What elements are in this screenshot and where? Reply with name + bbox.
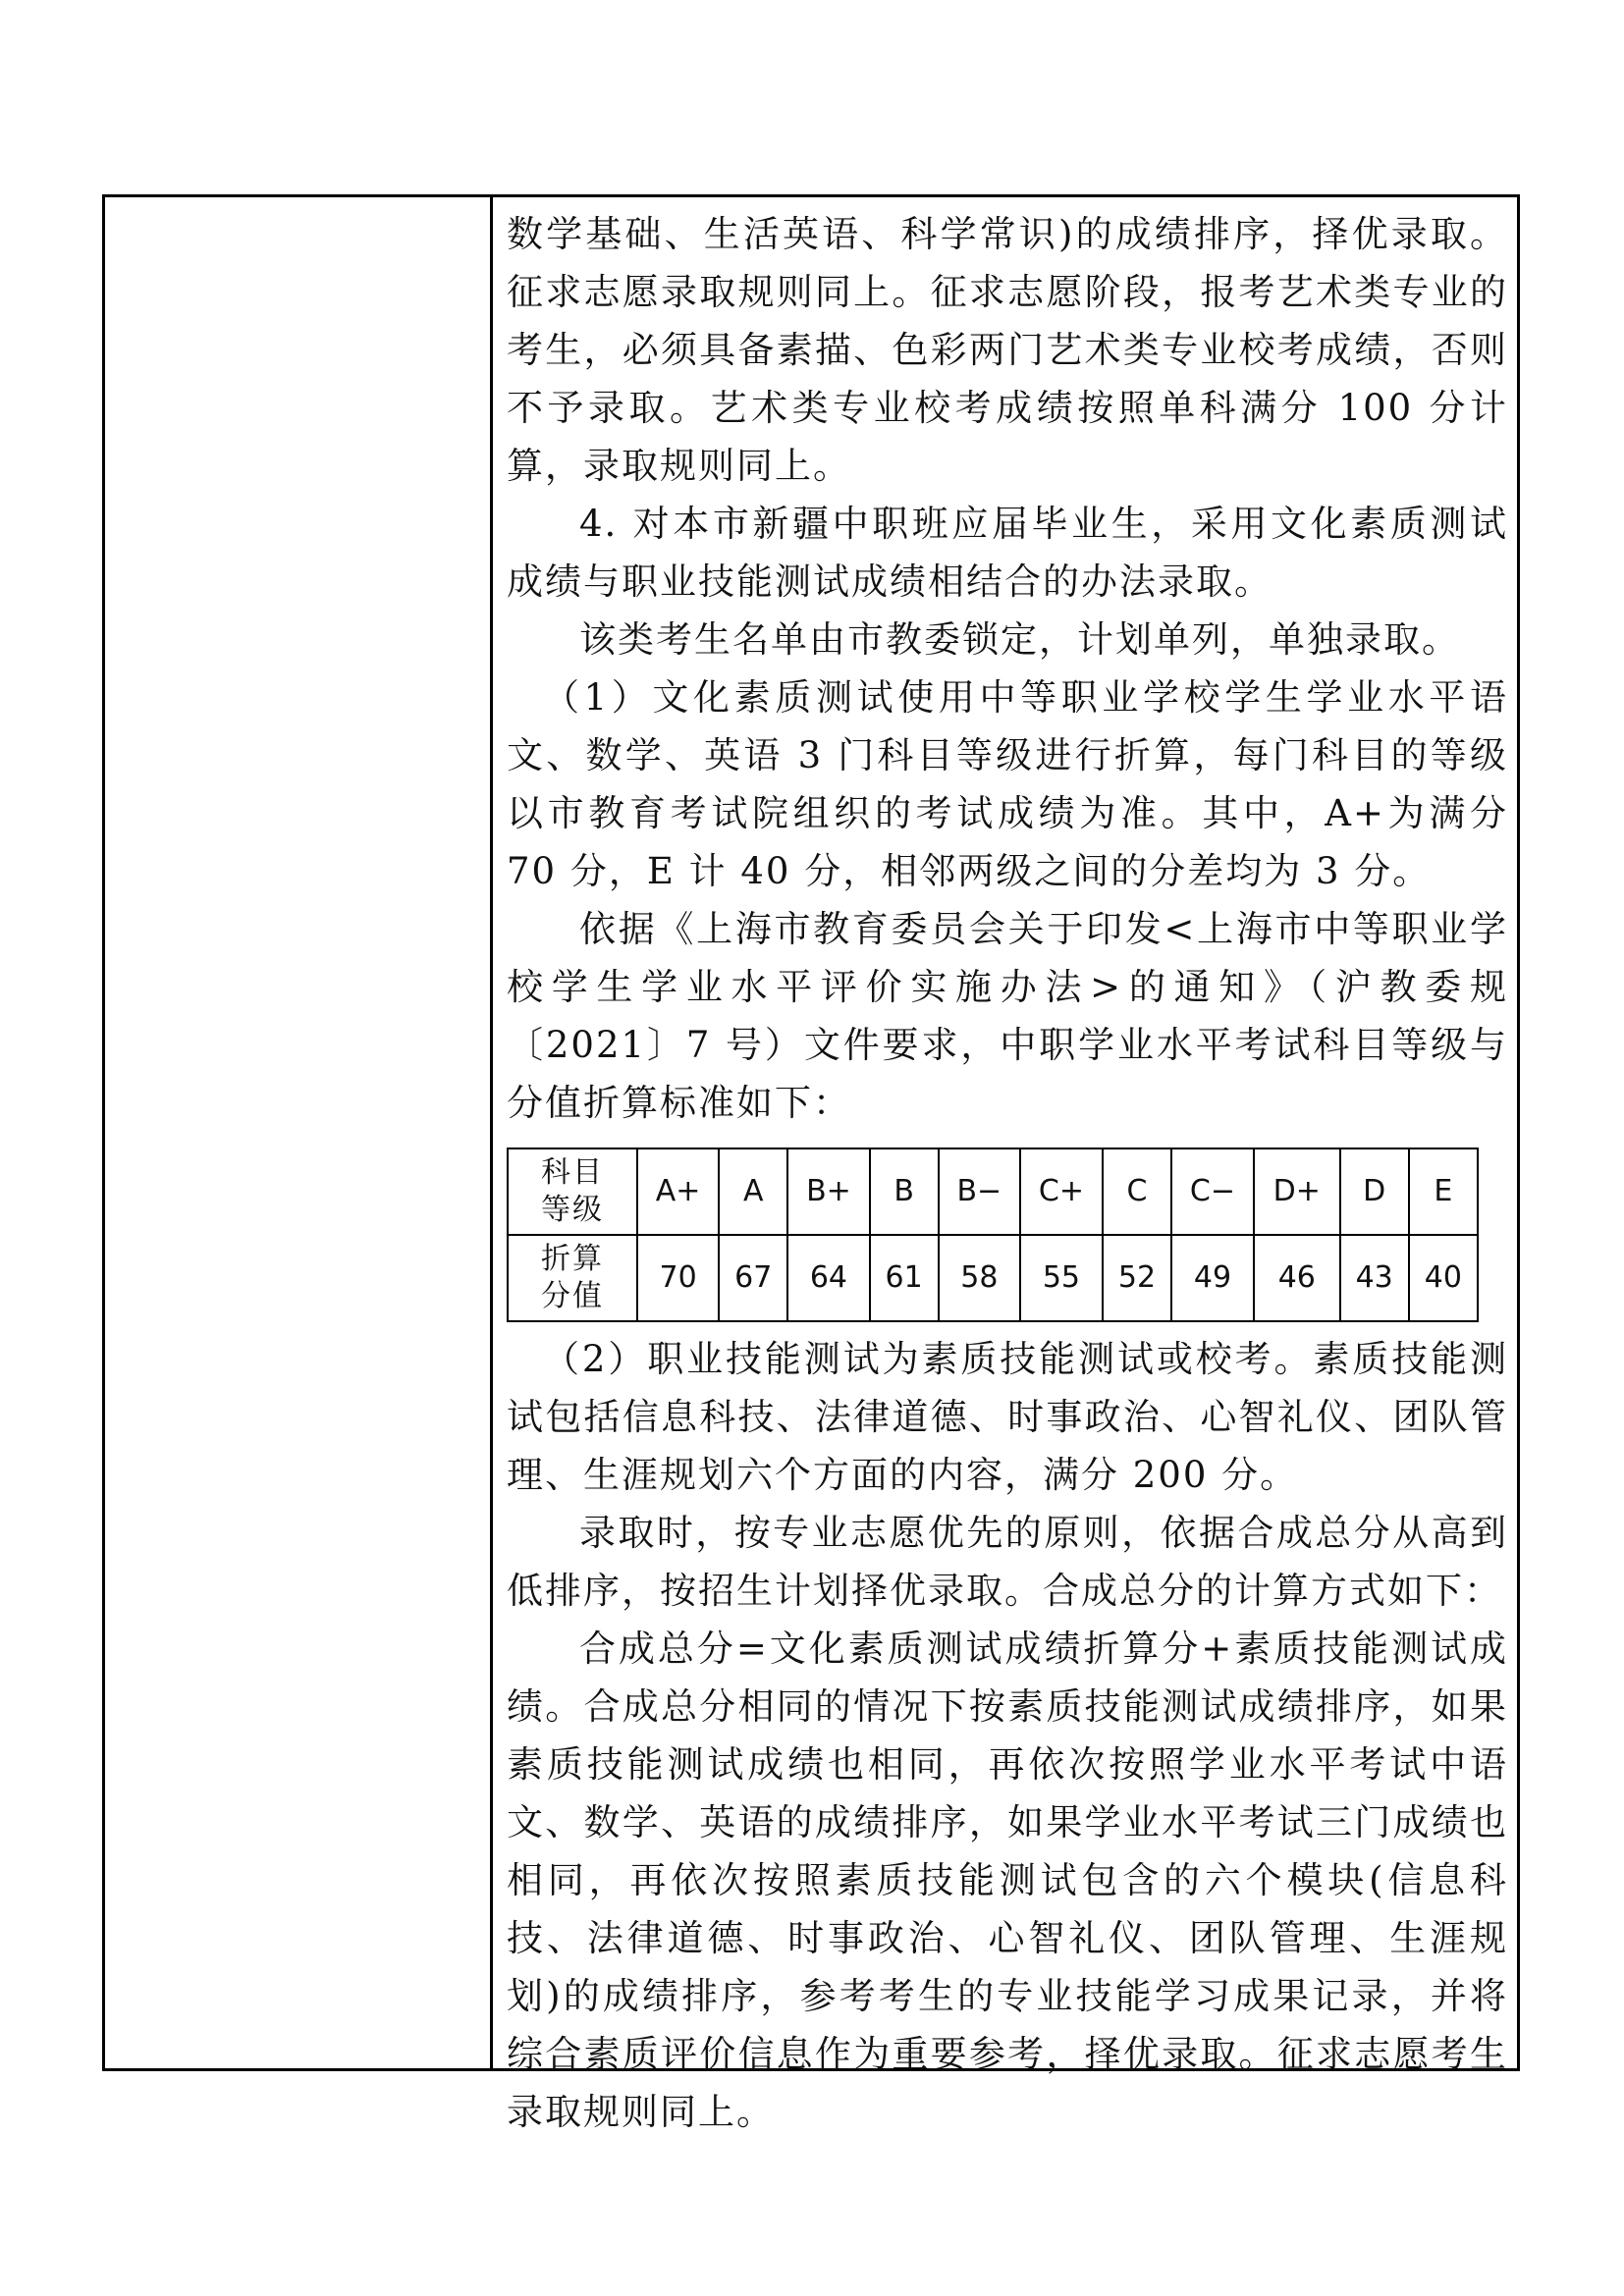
score-cell: 52 [1103,1235,1171,1321]
score-cell: 40 [1409,1235,1478,1321]
score-cell: 58 [939,1235,1020,1321]
grade-cell: A+ [637,1148,719,1235]
score-cell: 43 [1340,1235,1409,1321]
left-label-column [105,197,493,2068]
score-cell: 55 [1020,1235,1103,1321]
body-paragraph: 数学基础、生活英语、科学常识)的成绩排序，择优录取。征求志愿录取规则同上。征求志愿阶段，报考艺术类专业的考生，必须具备素描、色彩两门艺术类专业校考成绩，否则不予录取。艺术类专业校考成绩按照单科满分 100 分计算，录取规则同上。 [507,213,1508,487]
grade-cell: B [870,1148,939,1235]
body-paragraph: 合成总分=文化素质测试成绩折算分+素质技能测试成绩。合成总分相同的情况下按素质技能测试成绩排序，如果素质技能测试成绩也相同，再依次按照学业水平考试中语文、数学、英语的成绩排序，如果学业水平考试三门成绩也相同，再依次按照素质技能测试包含的六个模块(信息科技、法律道德、时事政治、心智礼仪、团队管理、生涯规划)的成绩排序，参考考生的专业技能学习成果记录，并将综合素质评价信息作为重要参考，择优录取。征求志愿考生录取规则同上。 [507,1628,1508,2133]
score-cell: 46 [1254,1235,1340,1321]
grade-cell: E [1409,1148,1478,1235]
grade-row-header [508,1148,637,1235]
grade-cell: C+ [1020,1148,1103,1235]
paragraphs-before-table [507,205,1508,1132]
score-cell: 49 [1171,1235,1254,1321]
document-table-frame [102,194,1520,2133]
score-cell: 67 [719,1235,787,1321]
body-paragraph: 依据《上海市教育委员会关于印发<上海市中等职业学校学生学业水平评价实施办法>的通知》（沪教委规〔2021〕7 号）文件要求，中职学业水平考试科目等级与分值折算标准如下： [507,908,1508,1124]
body-paragraph: （2）职业技能测试为素质技能测试或校考。素质技能测试包括信息科技、法律道德、时事政治、心智礼仪、团队管理、生涯规划六个方面的内容，满分 200 分。 [507,1338,1508,1496]
header-line: 分值 [541,1279,604,1313]
header-line: 折算 [541,1242,604,1276]
header-line: 等级 [541,1193,604,1227]
score-cell: 64 [787,1235,869,1321]
score-cell: 70 [637,1235,719,1321]
grade-cell: D+ [1254,1148,1340,1235]
grade-cell: C [1103,1148,1171,1235]
body-paragraph: 该类考生名单由市教委锁定，计划单列，单独录取。 [579,618,1460,661]
paragraphs-after-table [507,1330,1508,2141]
grade-conversion-table [507,1148,1479,1322]
score-row-header [508,1235,637,1321]
grade-cell: B− [939,1148,1020,1235]
grade-cell: D [1340,1148,1409,1235]
grade-cell: A [719,1148,787,1235]
body-paragraph: 4. 对本市新疆中职班应届毕业生，采用文化素质测试成绩与职业技能测试成绩相结合的办法录取。 [507,503,1508,603]
grade-cell: C− [1171,1148,1254,1235]
header-line: 科目 [541,1155,604,1190]
grade-cell: B+ [787,1148,869,1235]
grade-row [508,1148,1478,1235]
score-cell: 61 [870,1235,939,1321]
content-column [507,205,1508,2141]
score-row [508,1235,1478,1321]
body-paragraph: （1）文化素质测试使用中等职业学校学生学业水平语文、数学、英语 3 门科目等级进行折算，每门科目的等级以市教育考试院组织的考试成绩为准。其中，A+为满分 70 分，E 计 40 分，相邻两级之间的分差均为 3 分。 [507,676,1508,892]
body-paragraph: 录取时，按专业志愿优先的原则，依据合成总分从高到低排序，按招生计划择优录取。合成总分的计算方式如下： [507,1512,1508,1612]
